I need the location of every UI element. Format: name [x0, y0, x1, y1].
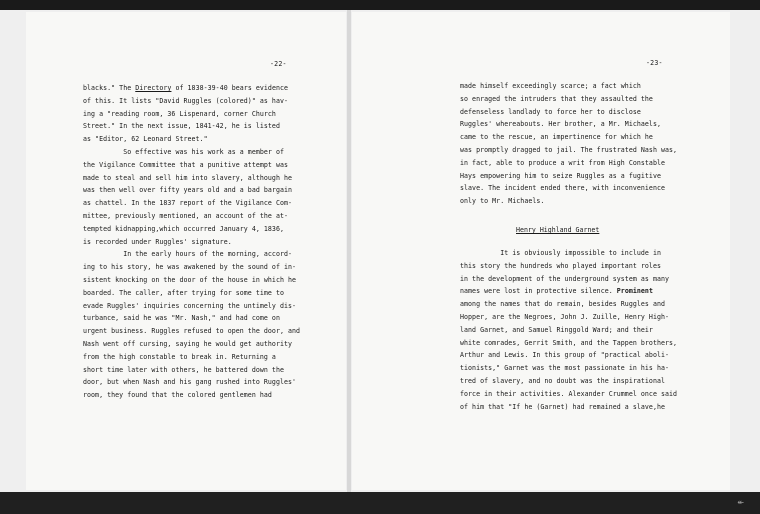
text-line: [83, 82, 300, 95]
text-run: tempted kidnapping,which occurred January 4, 1836,: [83, 224, 284, 233]
text-line: [83, 364, 300, 377]
text-line: in fact, able to produce a writ from High Constable: [460, 158, 666, 167]
text-line: [460, 375, 677, 388]
text-run: In the early hours of the morning, accord-: [83, 250, 293, 259]
left-page-number: -22-: [270, 60, 287, 68]
text-run: Arthur and Lewis. In this group of "practical aboli-: [460, 351, 670, 360]
text-run: the Vigilance Committee that a punitive attempt was: [83, 160, 289, 169]
text-run: among the names that do remain, besides Ruggles and: [460, 300, 666, 309]
text-line: Hays empowering him to seize Ruggles as a fugitive: [460, 171, 661, 180]
text-run: door, but when Nash and his gang rushed into Ruggles': [83, 378, 297, 387]
text-line: [83, 95, 300, 108]
text-run: land Garnet, and Samuel Ringgold Ward; and their: [460, 325, 653, 334]
text-line: [460, 362, 677, 375]
text-run: room, they found that the colored gentlemen had: [83, 391, 272, 400]
text-run: in the development of the underground system as many: [460, 274, 670, 283]
text-run: was then well over fifty years old and a bad bargain: [83, 186, 293, 195]
text-line: Ruggles' whereabouts. Her brother, a Mr. Michaels,: [460, 120, 661, 129]
text-line: [83, 120, 300, 133]
text-line: [83, 133, 300, 146]
text-line: [83, 159, 300, 172]
scan-border-bottom: [0, 492, 760, 514]
text-line: [83, 325, 300, 338]
text-run: sistent knocking on the door of the house in which he: [83, 275, 297, 284]
text-line: made himself exceedingly scarce; a fact which: [460, 82, 641, 90]
text-run: of him that "If he (Garnet) had remained a slave,he: [460, 402, 666, 411]
text-line: [83, 389, 300, 402]
scan-border-top: [0, 0, 760, 10]
text-run: So effective was his work as a member of: [83, 147, 284, 156]
text-line: [460, 273, 677, 286]
text-run: names were lost in protective silence.: [460, 287, 617, 296]
text-line: so enraged the intruders that they assaulted the: [460, 94, 653, 103]
text-run: white comrades, Gerrit Smith, and the Tappen brothers,: [460, 338, 678, 347]
section-heading: Henry Highland Garnet: [516, 226, 600, 234]
text-line: [83, 184, 300, 197]
text-line: [83, 223, 300, 236]
text-line: [460, 260, 677, 273]
text-line: defenseless landlady to force her to disclose: [460, 107, 641, 116]
text-run: evade Ruggles' inquiries concerning the untimely dis-: [83, 301, 297, 310]
text-line: came to the rescue, an impertinence for which he: [460, 133, 653, 142]
text-run: Hopper, are the Negroes, John J. Zuille, Henry High-: [460, 312, 670, 321]
text-run: of 1838-39-40 bears evidence: [171, 84, 289, 92]
text-run: mittee, previously mentioned, an account of the at-: [83, 211, 289, 220]
text-line: [83, 261, 300, 274]
right-page-text-top: [460, 80, 677, 208]
text-line: [460, 388, 677, 401]
text-line: [460, 349, 677, 362]
text-run: Nash went off cursing, saying he would get authority: [83, 339, 293, 348]
text-line: [83, 236, 300, 249]
text-line: [460, 247, 677, 260]
text-run: Street." In the next issue, 1841-42, he is listed: [83, 122, 280, 131]
text-run: urgent business. Ruggles refused to open the door, and: [83, 327, 301, 336]
text-line: [83, 248, 300, 261]
text-run: as "Editor, 62 Leonard Street.": [83, 135, 208, 144]
text-line: [83, 108, 300, 121]
text-run: as chattel. In the 1837 report of the Vigilance Com-: [83, 199, 293, 208]
text-run: this story the hundreds who played important roles: [460, 261, 661, 270]
text-line: [460, 337, 677, 350]
text-run: tred of slavery, and no doubt was the inspirational: [460, 376, 666, 385]
text-line: [83, 300, 300, 313]
text-line: [460, 298, 677, 311]
text-run: from the high constable to break in. Returning a: [83, 352, 276, 361]
text-line: [83, 376, 300, 389]
underlined-word: Directory: [135, 84, 172, 92]
text-run: short time later with others, he battered down the: [83, 365, 284, 374]
text-line: [460, 401, 677, 414]
left-page-text: [83, 82, 300, 402]
right-page-text-bottom: [460, 247, 677, 413]
text-run: force in their activities. Alexander Crummel once said: [460, 389, 678, 398]
text-line: [460, 285, 677, 298]
text-line: [83, 172, 300, 185]
bold-word: Prominent: [616, 287, 653, 296]
text-line: [83, 338, 300, 351]
text-run: boarded. The caller, after trying for some time to: [83, 288, 284, 297]
text-line: [83, 351, 300, 364]
text-line: [83, 274, 300, 287]
text-line: only to Mr. Michaels.: [460, 197, 545, 206]
text-run: turbance, said he was "Mr. Nash," and had come on: [83, 314, 280, 323]
text-line: [460, 324, 677, 337]
text-line: [83, 197, 300, 210]
text-line: [83, 312, 300, 325]
text-line: [83, 287, 300, 300]
text-run: It is obviously impossible to include in: [460, 249, 661, 257]
text-run: ing to his story, he was awakened by the sound of in-: [83, 263, 297, 272]
text-run: of this. It lists "David Ruggles (colored)" as hav-: [83, 96, 289, 105]
text-line: was promptly dragged to jail. The frustrated Nash was,: [460, 145, 678, 154]
text-run: blacks." The: [83, 84, 136, 92]
text-line: slave. The incident ended there, with inconvenience: [460, 184, 666, 193]
arrow-icon: ↞: [737, 498, 744, 507]
text-run: made to steal and sell him into slavery, although he: [83, 173, 293, 182]
book-spine: [347, 10, 351, 492]
text-line: [460, 311, 677, 324]
text-run: tionists," Garnet was the most passionate in his ha-: [460, 364, 670, 373]
text-run: ing a "reading room, 36 Lispenard, corner Church: [83, 109, 276, 118]
text-run: is recorded under Ruggles' signature.: [83, 237, 232, 246]
text-line: [83, 146, 300, 159]
text-line: [83, 210, 300, 223]
right-page-number: -23-: [646, 59, 663, 67]
